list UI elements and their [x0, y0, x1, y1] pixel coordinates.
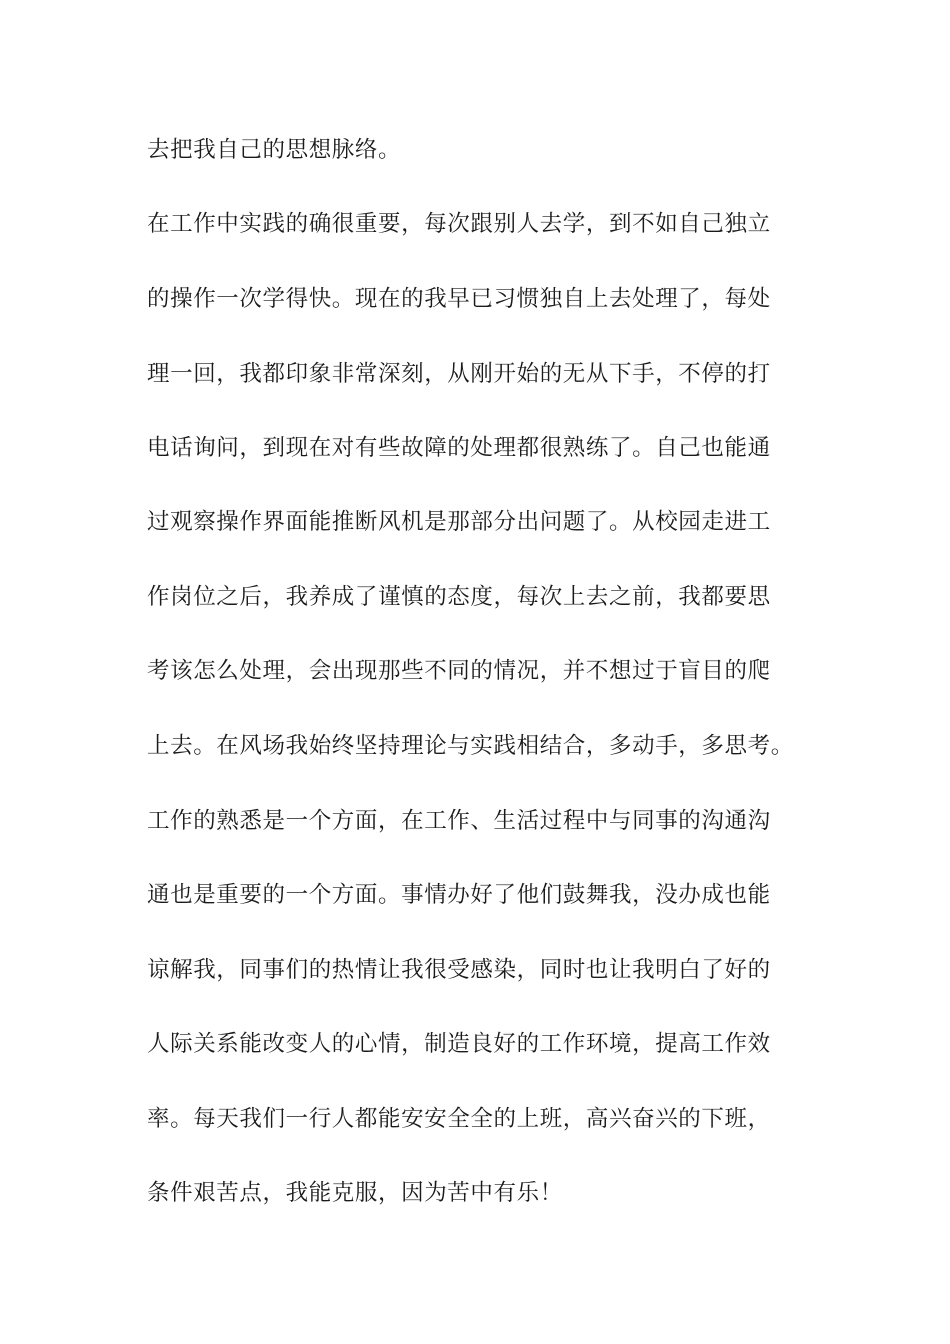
text-line: 通也是重要的一个方面。事情办好了他们鼓舞我，没办成也能: [147, 882, 771, 908]
text-line: 在工作中实践的确很重要，每次跟别人去学，到不如自己独立: [147, 211, 771, 237]
text-line: 过观察操作界面能推断风机是那部分出问题了。从校园走进工: [147, 509, 771, 535]
text-line: 考该怎么处理，会出现那些不同的情况，并不想过于盲目的爬: [147, 658, 771, 684]
text-line: 作岗位之后，我养成了谨慎的态度，每次上去之前，我都要思: [147, 584, 771, 610]
text-line: 的操作一次学得快。现在的我早已习惯独自上去处理了，每处: [147, 286, 771, 312]
text-line: 工作的熟悉是一个方面，在工作、生活过程中与同事的沟通沟: [147, 808, 771, 834]
text-line: 条件艰苦点，我能克服，因为苦中有乐！: [147, 1180, 563, 1206]
text-line: 率。每天我们一行人都能安安全全的上班，高兴奋兴的下班，: [147, 1106, 771, 1132]
text-line: 上去。在风场我始终坚持理论与实践相结合，多动手，多思考。: [147, 733, 794, 759]
text-line: 人际关系能改变人的心情，制造良好的工作环境，提高工作效: [147, 1031, 771, 1057]
text-line: 谅解我，同事们的热情让我很受感染，同时也让我明白了好的: [147, 957, 771, 983]
text-line: 去把我自己的思想脉络。: [147, 137, 402, 163]
text-line: 理一回，我都印象非常深刻，从刚开始的无从下手，不停的打: [147, 361, 771, 387]
text-line: 电话询问，到现在对有些故障的处理都很熟练了。自己也能通: [147, 435, 771, 461]
